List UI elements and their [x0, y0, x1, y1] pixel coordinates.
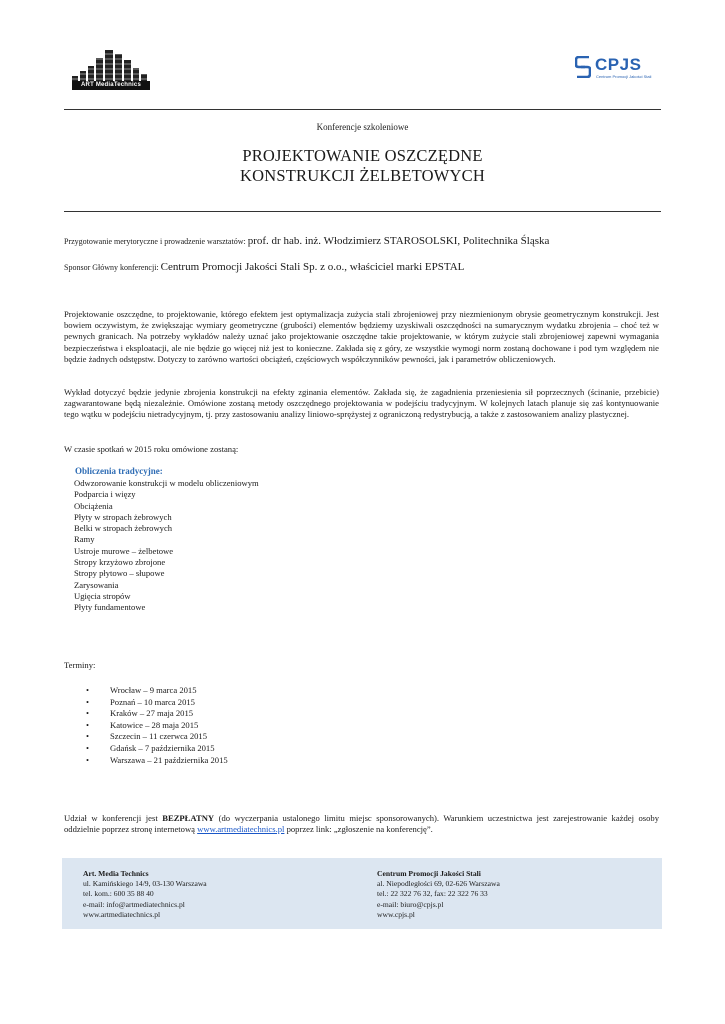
topic-item: Płyty fundamentowe [74, 602, 146, 613]
sponsor-label: Sponsor Główny konferencji: [64, 263, 159, 272]
sponsor [64, 261, 464, 273]
cpjs-logo [575, 56, 659, 82]
contact-left-address: ul. Kamińskiego 14/9, 03-130 Warszawa [83, 879, 207, 889]
amt-logo-text: ART MediaTechnics [72, 81, 150, 90]
topic-item: Stropy płytowo – słupowe [74, 568, 165, 579]
schedule-date: Poznań – 10 marca 2015 [110, 696, 195, 707]
bullet-icon: • [86, 708, 90, 719]
bullet-icon: • [86, 696, 90, 707]
schedule-item [86, 731, 228, 743]
topic-item: Belki w stropach żebrowych [74, 523, 173, 534]
contact-right [377, 869, 500, 920]
contact-right-org: Centrum Promocji Jakości Stali [377, 869, 481, 878]
topic-item: Stropy krzyżowo zbrojone [74, 557, 166, 568]
schedule-item [86, 697, 228, 709]
topic-item: Podparcia i więzy [74, 489, 136, 500]
participation-text-3: poprzez link: „zgłoszenie na konferencję”. [284, 824, 433, 835]
paragraph-2: Wykład dotyczyć będzie jedynie zbrojenia konstrukcji na efekty zginania elementów. Zakłada się, że zagadnienia przeniesienia sił poprzecznych (ścinanie, przebicie) zagwarantowane będą niezależnie. Omówione zostaną metody oszczędnego projektowania w podejściu tradycyjnym. W kolejnych latach planuje się zaś kontynuowanie tego wątku w podejściu nietradycyjnym, tj. przy zastosowaniu analizy liniowo-sprężystej z ograniczoną redystrybucją, a także z zastosowaniem analizy plastycznej. [64, 387, 659, 420]
title-line-1: PROJEKTOWANIE OSZCZĘDNE [242, 146, 483, 165]
bullet-icon: • [86, 754, 90, 765]
schedule-list [86, 685, 228, 766]
topic-item: Płyty w stropach żebrowych [74, 511, 172, 522]
schedule-date: Gdańsk – 7 października 2015 [110, 742, 215, 753]
contact-right-phone: tel.: 22 322 76 32, fax: 22 322 76 33 [377, 889, 488, 899]
prepared-by-value: prof. dr hab. inż. Włodzimierz STAROSOLSKI, Politechnika Śląska [247, 235, 550, 247]
prepared-by [64, 235, 549, 247]
schedule-item [86, 708, 228, 720]
bullet-icon: • [86, 719, 90, 730]
registration-link[interactable]: www.artmediatechnics.pl [197, 824, 285, 835]
schedule-date: Warszawa – 21 października 2015 [110, 754, 228, 765]
topic-item: Ustroje murowe – żelbetowe [74, 545, 174, 556]
schedule-label: Terminy: [64, 660, 96, 670]
participation-note [64, 813, 659, 835]
title-divider [64, 211, 661, 212]
topic-item: Obciążenia [74, 500, 113, 511]
contact-left-email[interactable]: e-mail: info@artmediatechnics.pl [83, 899, 185, 909]
schedule-date: Wrocław – 9 marca 2015 [110, 685, 197, 695]
cpjs-logo-subtitle: Centrum Promocji Jakości Stali [596, 74, 652, 79]
contact-left-org: Art. Media Technics [83, 869, 149, 878]
bullet-icon: • [86, 685, 90, 695]
topic-item: Odwzorowanie konstrukcji w modelu obliczeniowym [74, 478, 259, 488]
topics-intro: W czasie spotkań w 2015 roku omówione zostaną: [64, 444, 239, 454]
participation-text-1: Udział w konferencji jest [64, 813, 163, 823]
prepared-by-label: Przygotowanie merytoryczne i prowadzenie warsztatów: [64, 237, 246, 246]
schedule-item [86, 720, 228, 732]
paragraph-1: Projektowanie oszczędne, to projektowanie, którego efektem jest optymalizacja zużycia stali zbrojeniowej przy niezmienionym obrysie geometrycznym konstrukcji. Jest bowiem oczywistym, że zwiększając wymiary geometryczne (grubości) elementów będziemy uzyskiwali oszczędności na sumarycznym wydatku zbrojenia – choć też w pewnych granicach. Na potrzeby wykładów należy uznać jako projektowanie oszczędne takie projektowanie, w którym zużycie stali zbrojeniowej zapewni wymagania bezpieczeństwa i eksploatacji, ale nie będzie go więcej niż jest to konieczne. Zakłada się z góry, ze wszystkie wymogi norm zostaną dochowane i pod tym względem nie będzie żadnych odstępstw. Dotyczy to zarówno wartości obciążeń, częściowych współczynników pewności, jak i parametrów obliczeniowych. [64, 309, 659, 364]
contact-left [83, 869, 207, 920]
page-title [0, 146, 725, 186]
sponsor-value: Centrum Promocji Jakości Stali Sp. z o.o., właściciel marki EPSTAL [160, 261, 465, 273]
topics-list [74, 478, 259, 614]
bullet-icon: • [86, 742, 90, 753]
schedule-item [86, 743, 228, 755]
top-divider [64, 109, 661, 110]
schedule-item [86, 755, 228, 767]
bullet-icon: • [86, 731, 90, 742]
cpjs-mark-icon [575, 56, 591, 78]
contact-right-web[interactable]: www.cpjs.pl [377, 909, 415, 919]
contact-left-phone: tel. kom.: 600 35 88 40 [83, 889, 154, 899]
contact-right-email[interactable]: e-mail: biuro@cpjs.pl [377, 899, 444, 909]
schedule-date: Szczecin – 11 czerwca 2015 [110, 731, 208, 742]
series-label: Konferencje szkoleniowe [316, 122, 409, 132]
schedule-date: Katowice – 28 maja 2015 [110, 719, 199, 730]
contact-right-address: al. Niepodległości 69, 02-626 Warszawa [377, 879, 500, 889]
title-line-2: KONSTRUKCJI ŻELBETOWYCH [240, 166, 485, 185]
topic-item: Ramy [74, 534, 95, 545]
topics-heading: Obliczenia tradycyjne: [75, 466, 163, 476]
topic-item: Zarysowania [74, 579, 119, 590]
cpjs-logo-name: CPJS [595, 55, 642, 74]
schedule-item [86, 685, 228, 697]
contact-left-web[interactable]: www.artmediatechnics.pl [83, 909, 161, 919]
participation-text-2: (do wyczerpania ustalonego limitu miejsc sponsorowanych). Warunkiem uczestnictwa jest zarejestrowanie każdej osoby oddzielnie poprzez stronę internetową [64, 813, 660, 835]
free-label: BEZPŁATNY [162, 813, 215, 823]
contact-footer [62, 858, 662, 929]
schedule-date: Kraków – 27 maja 2015 [110, 708, 194, 719]
topic-item: Ugięcia stropów [74, 590, 131, 601]
